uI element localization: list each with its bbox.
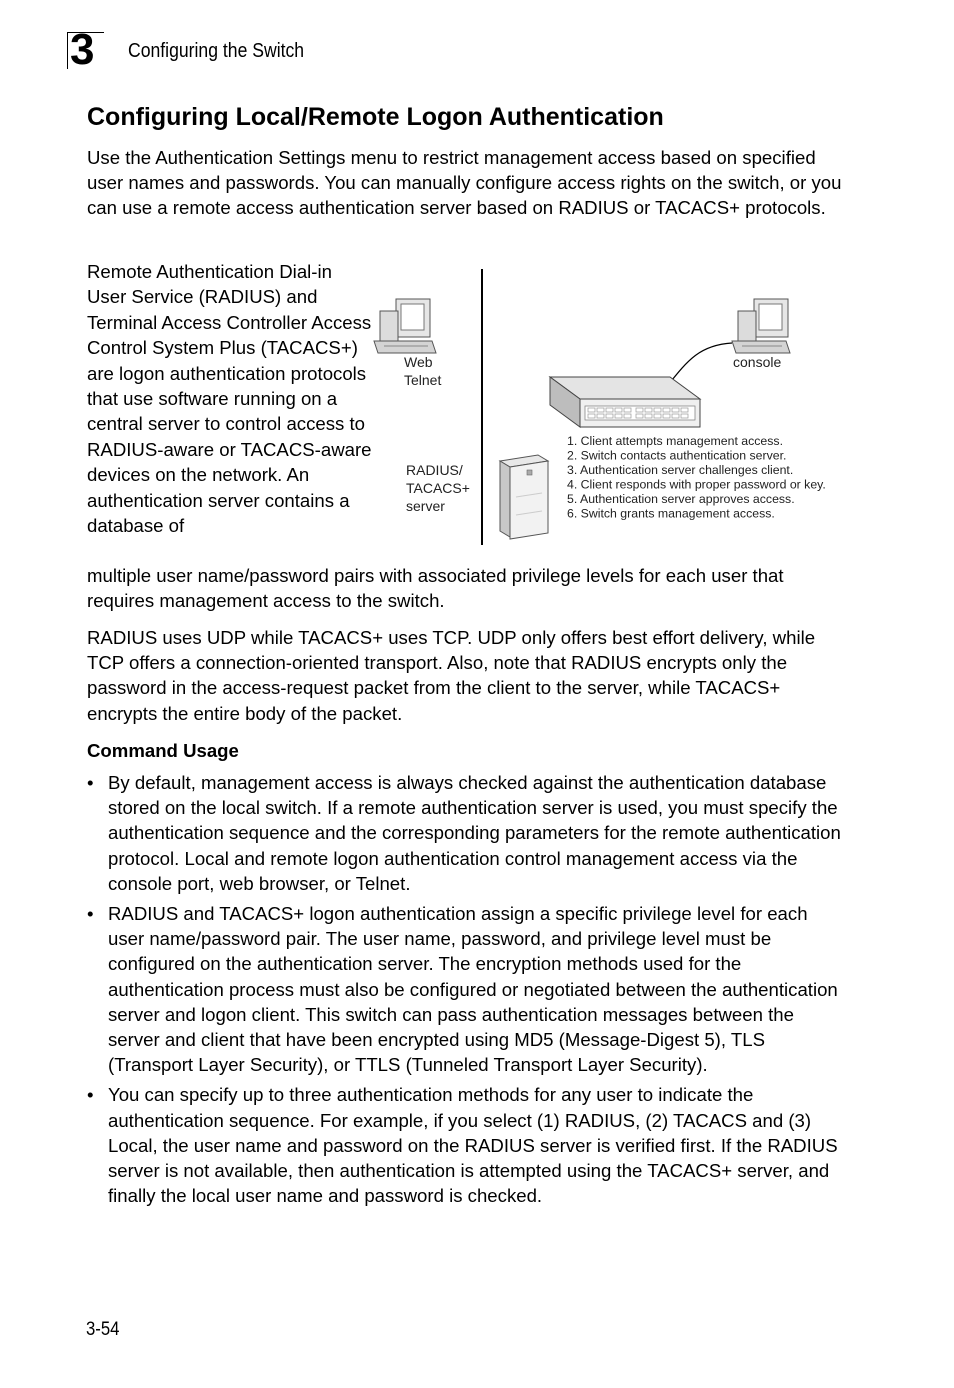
transport-paragraph: RADIUS uses UDP while TACACS+ uses TCP. UDP only offers best effort delivery, while TCP offers a connection-oriented transport. Also, note that RADIUS encrypts only the password in the access-request packet from the client to the server, while TACACS+ encrypts the entire body of the packet.: [87, 627, 816, 724]
intro-paragraph: Use the Authentication Settings menu to restrict management access based on specified user names and passwords. You can manually configure access rights on the switch, or you can use a remote access authentication server based on RADIUS or TACACS+ protocols.: [87, 147, 842, 219]
bullet-icon: •: [87, 903, 94, 925]
bullet-icon: •: [87, 1084, 94, 1106]
authentication-diagram-svg: [370, 265, 850, 550]
diagram-step-6: 6. Switch grants management access.: [567, 506, 775, 521]
console-cable: [668, 343, 732, 385]
page-number: 3-54: [86, 1319, 120, 1340]
radius-paragraph-wrapped: Remote Authentication Dial-in User Service (RADIUS) and Terminal Access Controller Access Control System Plus (TACACS+) are logon authentication protocols that use software running on a central server to control access to RADIUS-aware or TACACS-aware devices on the network. An authentication server contains a database of: [87, 261, 372, 537]
console-label: console: [733, 354, 782, 370]
web-label: Web: [404, 354, 433, 370]
command-usage-item-text: RADIUS and TACACS+ logon authentication assign a specific privilege level for each user name/password pair. The user name, password, and privilege level must be configured on the authentication server. The encryption methods used for the authentication process must also be configured or negotiated between the authentication server and logon client. This switch can pass authentication messages between the server and client that have been encrypted using MD5 (Message-Digest 5), TLS (Transport Layer Security), or TTLS (Tunneled Transport Layer Security).: [108, 903, 838, 1076]
server-label-tacacs: TACACS+: [406, 480, 470, 496]
running-header-title: Configuring the Switch: [128, 40, 305, 62]
command-usage-item-text: By default, management access is always checked against the authentication database stored on the local switch. If a remote authentication server is used, you must specify the authentication sequence and the corresponding parameters for the remote authentication protocol. Local and remote logon authentication control management access via the console port, web browser, or Telnet.: [108, 772, 841, 894]
diagram-step-1: 1. Client attempts management access.: [567, 434, 783, 448]
diagram-step-2: 2. Switch contacts authentication server.: [567, 448, 787, 463]
diagram-step-4: 4. Client responds with proper password or key.: [567, 477, 826, 492]
console-computer-icon: [732, 299, 790, 353]
bullet-icon: •: [87, 772, 94, 793]
command-usage-item: [87, 1082, 847, 1208]
section-title: Configuring Local/Remote Logon Authentication: [87, 103, 664, 131]
server-label-server: server: [406, 498, 445, 514]
command-usage-item-text: You can specify up to three authentication methods for any user to indicate the authentication sequence. For example, if you select (1) RADIUS, (2) TACACS and (3) Local, the user name and password on the RADIUS server is verified first. If the RADIUS server is not available, then authentication is attempted using the TACACS+ server, and finally the local user name and password is checked.: [108, 1084, 838, 1207]
server-label-radius: RADIUS/: [406, 462, 463, 478]
telnet-label: Telnet: [404, 372, 442, 388]
switch-device-icon: [550, 377, 700, 427]
command-usage-item: [87, 770, 847, 896]
diagram-step-5: 5. Authentication server approves access.: [567, 492, 795, 506]
command-usage-heading: Command Usage: [87, 740, 239, 761]
radius-tacacs-server-icon: [500, 455, 548, 539]
command-usage-list: [87, 770, 847, 1213]
diagram-step-3: 3. Authentication server challenges client.: [567, 463, 794, 477]
chapter-number: 3: [70, 25, 94, 74]
command-usage-item: [87, 901, 847, 1077]
authentication-diagram: [370, 265, 850, 550]
radius-paragraph-continued: multiple user name/password pairs with associated privilege levels for each user that requires management access to the switch.: [87, 565, 784, 612]
web-telnet-computer-icon: [374, 299, 436, 353]
